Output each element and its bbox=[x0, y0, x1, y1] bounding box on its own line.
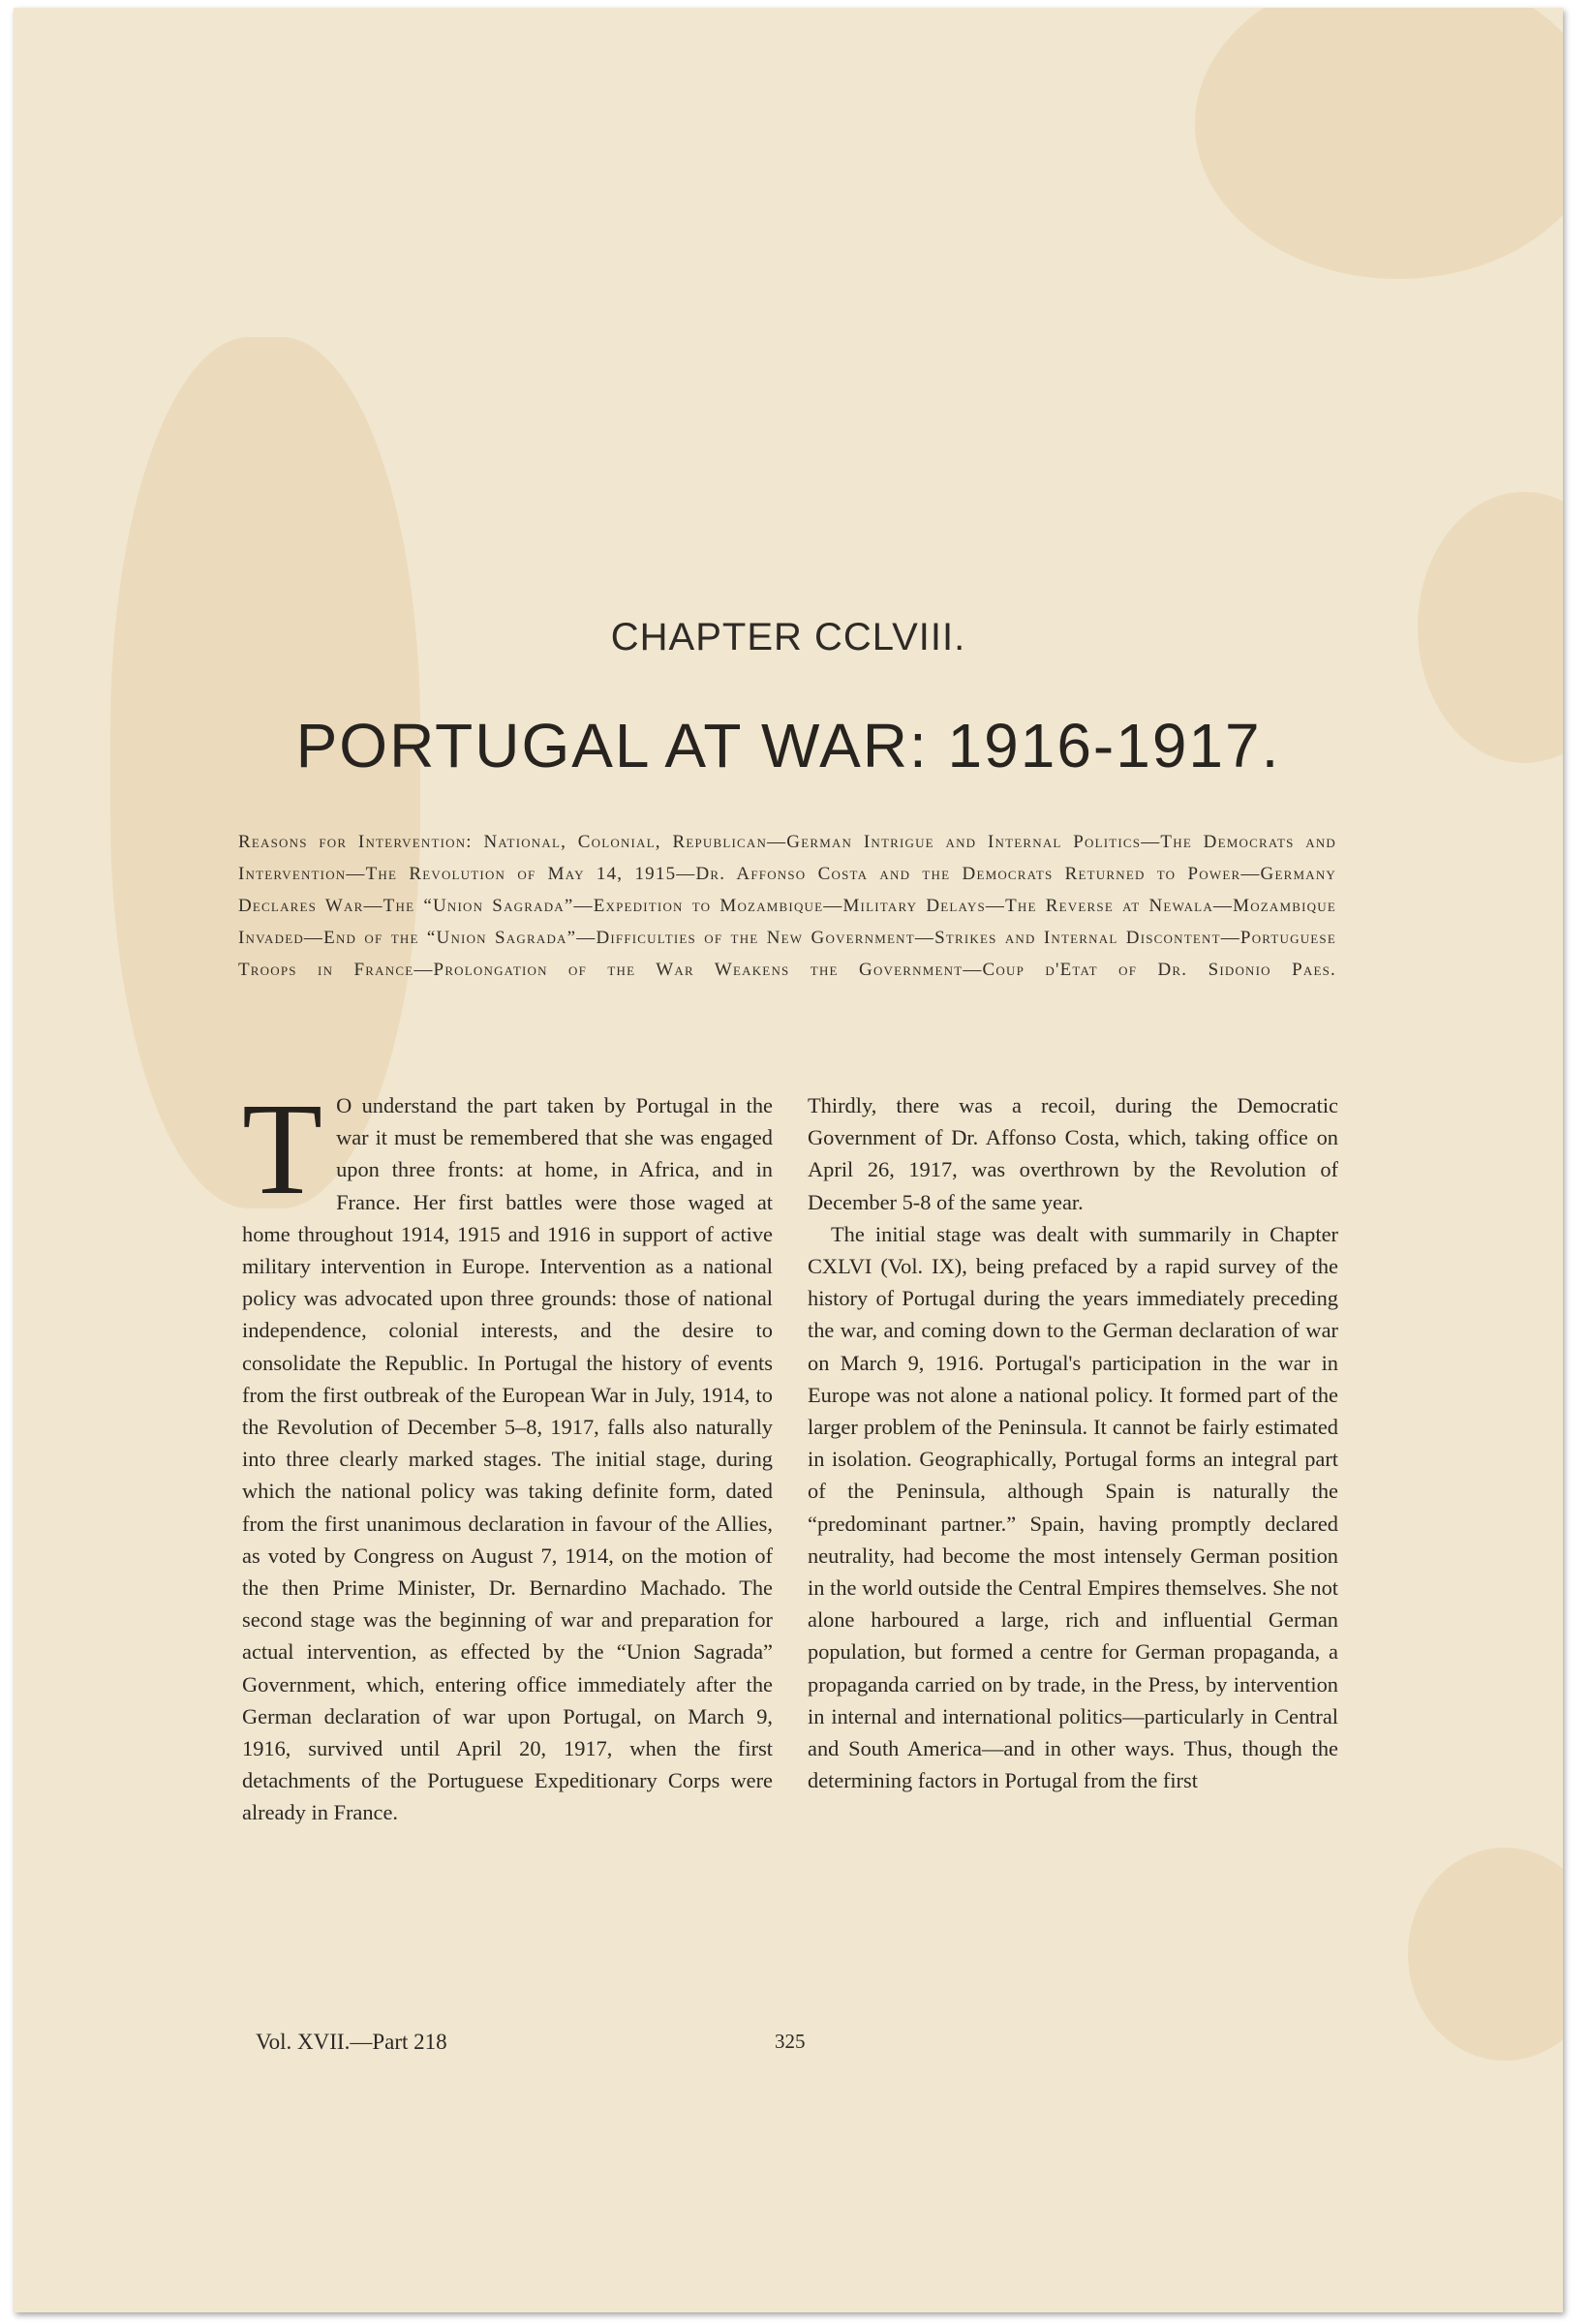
paragraph: The initial stage was dealt with summarily in Chapter CXLVI (Vol. IX), being prefaced by a rapid survey of the history of Portugal during the years immediately preceding the war, and coming down to the German declaration of war on March 9, 1916. Portugal's participation in the war in Europe was not alone a national policy. It formed part of the larger problem of the Peninsula. It cannot be fairly estimated in isolation. Geographically, Portugal forms an integral part of the Peninsula, although Spain is naturally the “predominant partner.” Spain, having promptly declared neutrality, had become the most intensely German position in the world outside the Central Empires themselves. She not alone harboured a large, rich and influential German population, but formed a centre for German propaganda, a propaganda carried on by trade, in the Press, by intervention in internal and international politics—particularly in Central and South America—and in other ways. Thus, though the determining factors in Portugal from the first bbox=[808, 1221, 1338, 1793]
left-column bbox=[242, 1077, 773, 1829]
water-stain bbox=[1408, 1848, 1563, 2061]
volume-part-label: Vol. XVII.—Part 218 bbox=[256, 2030, 447, 2054]
water-stain bbox=[1195, 8, 1563, 279]
page-number: 325 bbox=[775, 2030, 806, 2053]
chapter-synopsis: Reasons for Intervention: National, Colonial, Republican—German Intrigue and Internal Politics—The Democrats and Intervention—The Revolution of May 14, 1915—Dr. Affonso Costa and the Democrats Returned to Power—Germany Declares War—The “Union Sagrada”—Expedition to Mozambique—Military Delays—The Reverse at Newala—Mozambique Invaded—End of the “Union Sagrada”—Difficulties of the New Government—Strikes and Internal Discontent—Portuguese Troops in France—Prolongation of the War Weakens the Government—Coup d'Etat of Dr. Sidonio Paes. bbox=[238, 832, 1336, 980]
book-page bbox=[14, 8, 1563, 2312]
drop-cap: T bbox=[242, 1077, 323, 1222]
right-column bbox=[808, 1089, 1338, 1796]
paragraph-text: O understand the part taken by Portugal in the war it must be remembered that she was engaged upon three fronts: at home, in Africa, and in France. Her first battles were those waged at home throughout 1914, 1915 and 1916 in support of active military intervention in Europe. Intervention as a national policy was advocated upon three grounds: those of national independence, colonial interests, and the desire to consolidate the Republic. In Portugal the history of events from the first outbreak of the European War in July, 1914, to the Revolution of December 5–8, 1917, falls also naturally into three clearly marked stages. The initial stage, during which the national policy was taking definite form, dated from the first unanimous declaration in favour of the Allies, as voted by Congress on August 7, 1914, on the motion of the then Prime Minister, Dr. Bernardino Machado. The second stage was the beginning of war and preparation for actual intervention, as effected by the “Union Sagrada” Government, which, entering office immediately after the German declaration of war upon Portugal, on March 9, 1916, survived until April 20, 1917, when the first detachments of the Portuguese Expeditionary Corps were already in France. bbox=[242, 1093, 773, 1825]
chapter-heading: CHAPTER CCLVIII. bbox=[610, 616, 966, 658]
paragraph bbox=[242, 1077, 773, 1829]
paragraph: Thirdly, there was a recoil, during the Democratic Government of Dr. Affonso Costa, which, taking office on April 26, 1917, was overthrown by the Revolution of December 5-8 of the same year. bbox=[808, 1093, 1338, 1214]
page-title: PORTUGAL AT WAR: 1916-1917. bbox=[295, 711, 1281, 780]
